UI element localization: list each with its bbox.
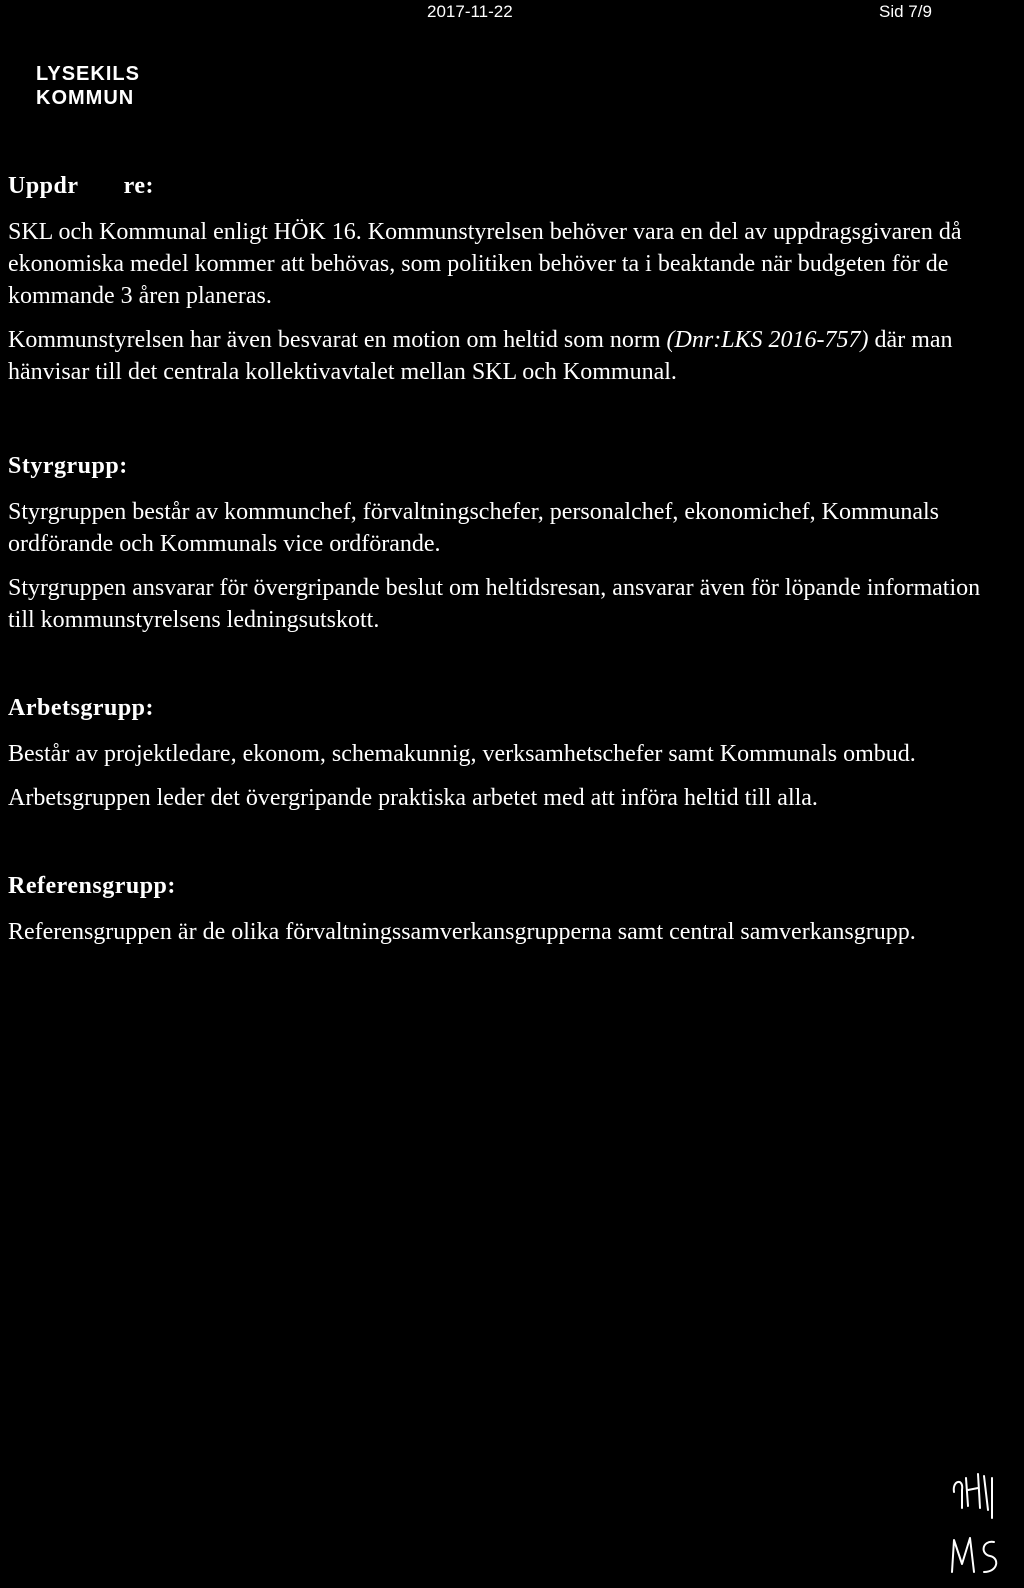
section-arbetsgrupp: [8, 692, 1008, 814]
heading-styrgrupp: Styrgrupp:: [8, 453, 128, 479]
municipality-logo: [36, 62, 140, 110]
section-uppdrag: [8, 170, 1008, 388]
paragraph-uppdrag-1: SKL och Kommunal enligt HÖK 16. Kommunstyrelsen behöver vara en del av uppdragsgivaren då ekonomiska medel kommer att behövas, som politiken behöver ta i beaktande när budgeten för de kommande 3 åren planeras.: [8, 219, 962, 309]
page-header: [0, 0, 1024, 24]
heading-arbetsgrupp: Arbetsgrupp:: [8, 695, 155, 721]
logo-line-1: LYSEKILS: [36, 63, 140, 85]
document-body: [8, 170, 1008, 1004]
document-date: 2017-11-22: [427, 2, 513, 21]
dnr-reference: (Dnr:LKS 2016-757): [666, 327, 869, 353]
heading-uppdrag: Uppdr re:: [8, 173, 154, 199]
paragraph-uppdrag-2-end: där man hänvisar till det centrala kollektivavtalet mellan SKL och Kommunal.: [8, 327, 953, 385]
paragraph-arbetsgrupp-2: Arbetsgruppen leder det övergripande praktiska arbetet med att införa heltid till alla.: [8, 785, 818, 811]
paragraph-styrgrupp-1: Styrgruppen består av kommunchef, förvaltningschefer, personalchef, ekonomichef, Kommunals ordförande och Kommunals vice ordförande.: [8, 499, 939, 557]
logo-line-2: KOMMUN: [36, 87, 135, 109]
paragraph-uppdrag-2-start: Kommunstyrelsen har även besvarat en motion om heltid som norm: [8, 327, 667, 353]
handwritten-initials: [948, 1468, 1018, 1578]
paragraph-arbetsgrupp-1: Består av projektledare, ekonom, schemakunnig, verksamhetschefer samt Kommunals ombud.: [8, 741, 916, 767]
paragraph-referensgrupp-1: Referensgruppen är de olika förvaltningssamverkansgrupperna samt central samverkansgrupp.: [8, 919, 916, 945]
section-styrgrupp: [8, 450, 1008, 636]
paragraph-uppdrag-2: [8, 324, 1008, 388]
heading-referensgrupp: Referensgrupp:: [8, 873, 176, 899]
page-number: Sid 7/9: [879, 2, 932, 21]
section-referensgrupp: [8, 870, 1008, 948]
paragraph-styrgrupp-2: Styrgruppen ansvarar för övergripande beslut om heltidsresan, ansvarar även för löpande information till kommunstyrelsens ledningsutskott.: [8, 575, 981, 633]
